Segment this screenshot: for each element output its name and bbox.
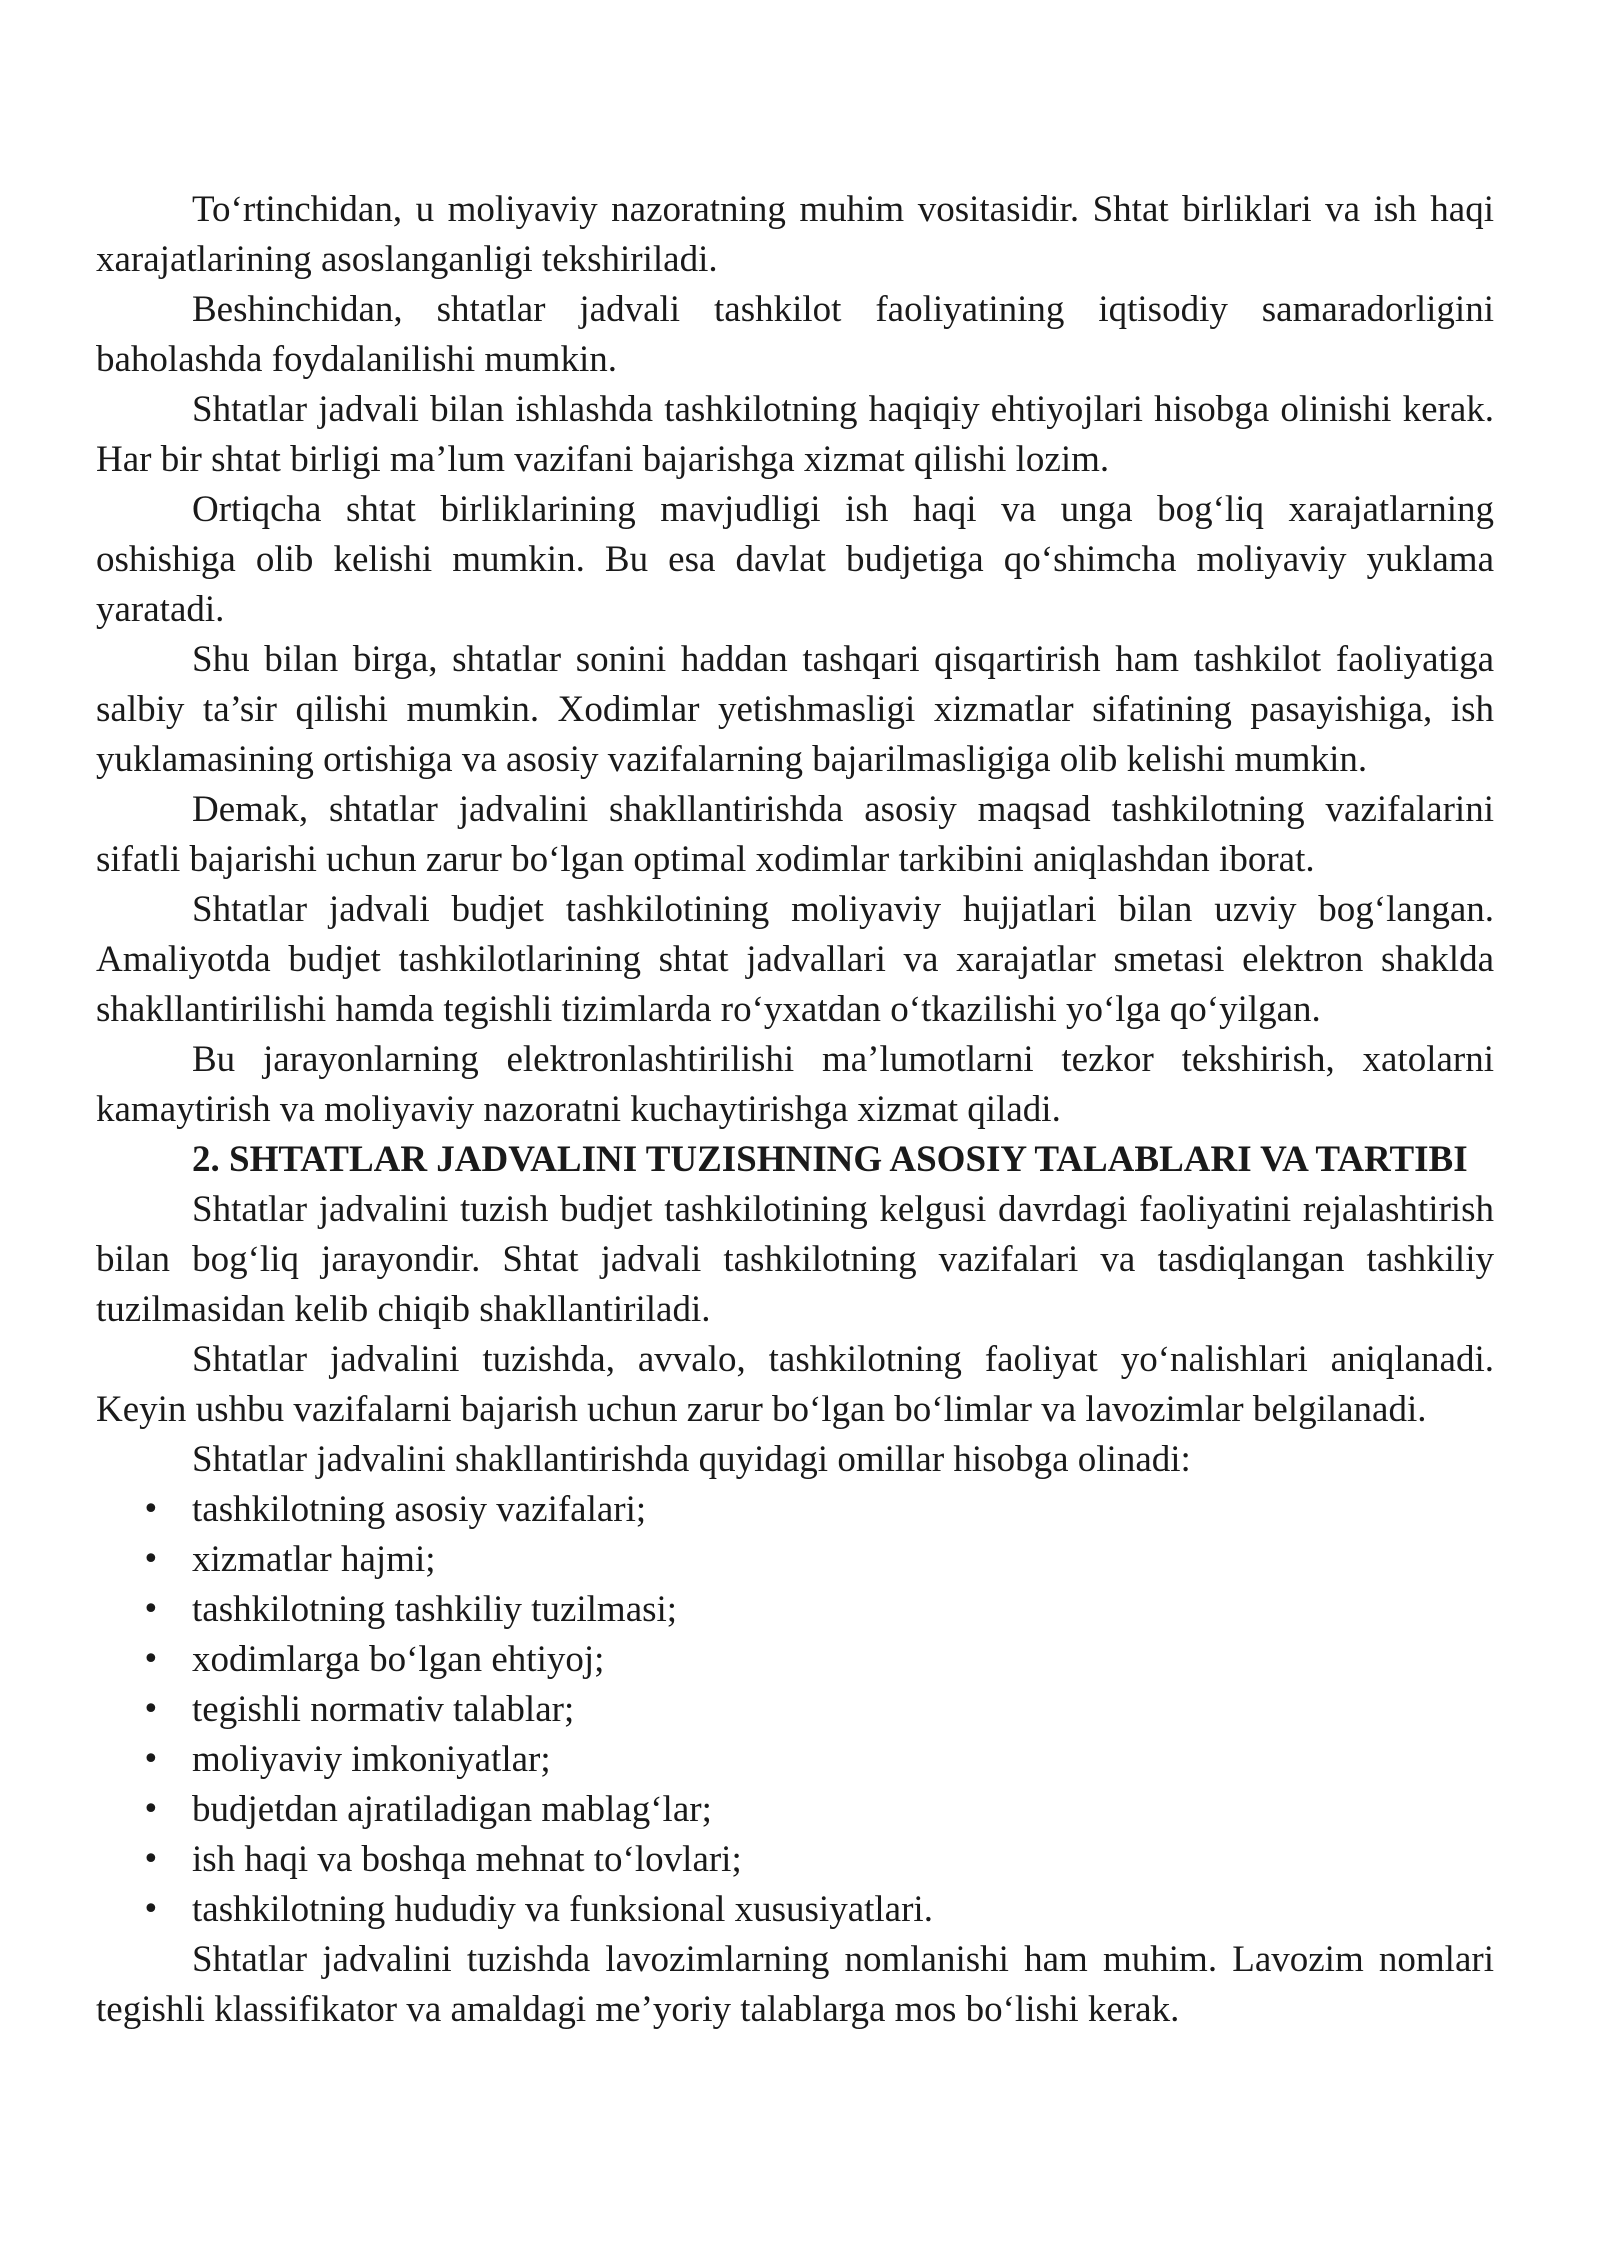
bullet-icon: • bbox=[142, 1642, 160, 1677]
list-item-text: tashkilotning hududiy va funksional xususiyatlari. bbox=[192, 1889, 933, 1930]
list-item-text: tegishli normativ talablar; bbox=[192, 1689, 575, 1730]
paragraph: Shtatlar jadvali bilan ishlashda tashkilotning haqiqiy ehtiyojlari hisobga olinishi kerak. Har bir shtat birligi ma’lum vazifani bajarishga xizmat qilishi lozim. bbox=[96, 389, 1494, 480]
paragraph: Shtatlar jadvali budjet tashkilotining moliyaviy hujjatlari bilan uzviy bog‘langan. Amaliyotda budjet tashkilotlarining shtat jadvallari va xarajatlar smetasi elektron shaklda shakllantirilishi hamda tegishli tizimlarda ro‘yxatdan o‘tkazilishi yo‘lga qo‘yilgan. bbox=[96, 889, 1494, 1030]
bullet-icon: • bbox=[142, 1792, 160, 1827]
list-item-text: ish haqi va boshqa mehnat to‘lovlari; bbox=[192, 1839, 742, 1880]
list-item bbox=[96, 1835, 1494, 1885]
paragraph: Demak, shtatlar jadvalini shakllantirishda asosiy maqsad tashkilotning vazifalarini sifatli bajarishi uchun zarur bo‘lgan optimal xodimlar tarkibini aniqlashdan iborat. bbox=[96, 789, 1494, 880]
paragraph: Shtatlar jadvalini shakllantirishda quyidagi omillar hisobga olinadi: bbox=[192, 1439, 1191, 1480]
bullet-icon: • bbox=[142, 1842, 160, 1877]
list-item bbox=[96, 1485, 1494, 1535]
bullet-icon: • bbox=[142, 1492, 160, 1527]
list-item-text: xodimlarga bo‘lgan ehtiyoj; bbox=[192, 1639, 605, 1680]
list-item bbox=[96, 1785, 1494, 1835]
list-item-text: moliyaviy imkoniyatlar; bbox=[192, 1739, 551, 1780]
bullet-icon: • bbox=[142, 1542, 160, 1577]
list-item bbox=[96, 1885, 1494, 1935]
paragraph: Shu bilan birga, shtatlar sonini haddan tashqari qisqartirish ham tashkilot faoliyatiga salbiy ta’sir qilishi mumkin. Xodimlar yetishmasligi xizmatlar sifatining pasayishiga, ish yuklamasining ortishiga va asosiy vazifalarning bajarilmasligiga olib kelishi mumkin. bbox=[96, 639, 1494, 780]
factors-list bbox=[96, 1485, 1494, 1935]
list-item-text: tashkilotning asosiy vazifalari; bbox=[192, 1489, 647, 1530]
list-item bbox=[96, 1735, 1494, 1785]
paragraph: Shtatlar jadvalini tuzish budjet tashkilotining kelgusi davrdagi faoliyatini rejalashtirish bilan bog‘liq jarayondir. Shtat jadvali tashkilotning vazifalari va tasdiqlangan tashkiliy tuzilmasidan kelib chiqib shakllantiriladi. bbox=[96, 1189, 1494, 1330]
bullet-icon: • bbox=[142, 1892, 160, 1927]
list-item-text: xizmatlar hajmi; bbox=[192, 1539, 436, 1580]
list-item bbox=[96, 1635, 1494, 1685]
list-item-text: tashkilotning tashkiliy tuzilmasi; bbox=[192, 1589, 678, 1630]
paragraph: To‘rtinchidan, u moliyaviy nazoratning muhim vositasidir. Shtat birliklari va ish haqi xarajatlarining asoslanganligi tekshiriladi. bbox=[96, 189, 1494, 280]
list-item bbox=[96, 1535, 1494, 1585]
bullet-icon: • bbox=[142, 1692, 160, 1727]
paragraph: Beshinchidan, shtatlar jadvali tashkilot faoliyatining iqtisodiy samaradorligini baholashda foydalanilishi mumkin. bbox=[96, 289, 1494, 380]
list-item-text: budjetdan ajratiladigan mablag‘lar; bbox=[192, 1789, 712, 1830]
document-page bbox=[96, 185, 1494, 2035]
paragraph: Shtatlar jadvalini tuzishda lavozimlarning nomlanishi ham muhim. Lavozim nomlari tegishli klassifikator va amaldagi me’yoriy talablarga mos bo‘lishi kerak. bbox=[96, 1939, 1494, 2030]
bullet-icon: • bbox=[142, 1592, 160, 1627]
list-item bbox=[96, 1685, 1494, 1735]
paragraph: Bu jarayonlarning elektronlashtirilishi ma’lumotlarni tezkor tekshirish, xatolarni kamaytirish va moliyaviy nazoratni kuchaytirishga xizmat qiladi. bbox=[96, 1039, 1494, 1130]
bullet-icon: • bbox=[142, 1742, 160, 1777]
section-heading: 2. SHTATLAR JADVALINI TUZISHNING ASOSIY TALABLARI VA TARTIBI bbox=[192, 1139, 1468, 1180]
list-item bbox=[96, 1585, 1494, 1635]
paragraph: Ortiqcha shtat birliklarining mavjudligi ish haqi va unga bog‘liq xarajatlarning oshishiga olib kelishi mumkin. Bu esa davlat budjetiga qo‘shimcha moliyaviy yuklama yaratadi. bbox=[96, 489, 1494, 630]
paragraph: Shtatlar jadvalini tuzishda, avvalo, tashkilotning faoliyat yo‘nalishlari aniqlanadi. Keyin ushbu vazifalarni bajarish uchun zarur bo‘lgan bo‘limlar va lavozimlar belgilanadi. bbox=[96, 1339, 1494, 1430]
